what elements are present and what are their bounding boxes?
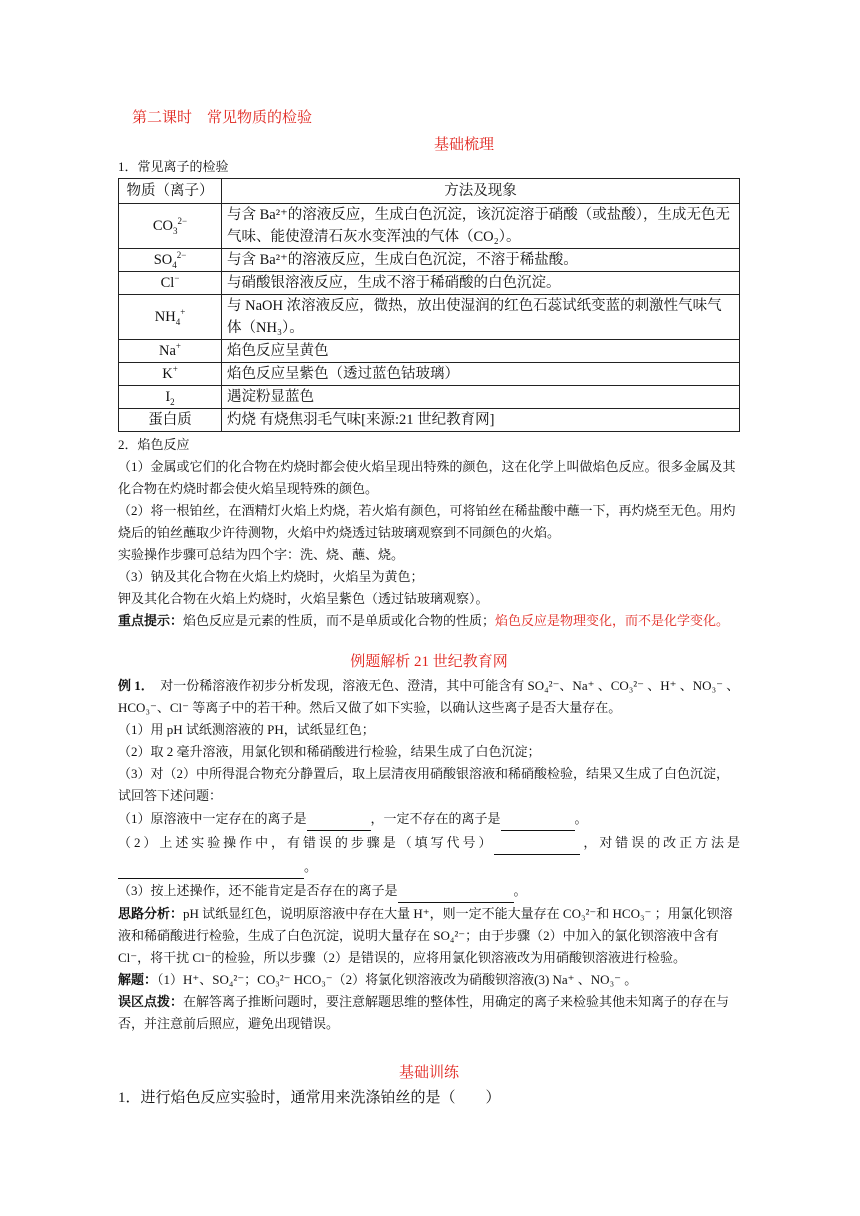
- table-row: [119, 386, 740, 409]
- mistake-label: 误区点拨：: [118, 994, 184, 1009]
- q3-text-a: （3）按上述操作，还不能肯定是否存在的离子是: [118, 883, 398, 898]
- lesson-title: 第二课时 常见物质的检验: [132, 110, 313, 126]
- ion-cell: [119, 249, 222, 272]
- ion-cell: [119, 272, 222, 295]
- ion-charge: −: [174, 273, 180, 284]
- ion-name: K: [162, 366, 173, 382]
- s2-paragraph-4: （3）钠及其化合物在火焰上灼烧时，火焰呈为黄色；: [118, 569, 424, 584]
- example-question-1: [118, 807, 740, 831]
- example-step-2: （2）取 2 毫升溶液，用氯化钡和稀硝酸进行检验，结果生成了白色沉淀；: [118, 744, 541, 759]
- answer-blank-1[interactable]: [307, 814, 371, 831]
- ion-name: Na: [159, 343, 176, 359]
- ion-name: I: [165, 389, 171, 405]
- col-header-substance: 物质（离子）: [119, 179, 222, 204]
- table-row: [119, 409, 740, 432]
- q2-text-c: 。: [304, 859, 318, 874]
- ion-name: 蛋白质: [148, 412, 192, 428]
- answer: [118, 969, 740, 991]
- answer-blank-2[interactable]: [501, 814, 575, 831]
- ion-cell: [119, 409, 222, 432]
- s2-heading: 2．焰色反应: [118, 437, 190, 452]
- table-row: [119, 295, 740, 340]
- key-tip-label: 重点提示：: [118, 613, 184, 628]
- answer-blank-4[interactable]: [118, 862, 304, 879]
- method-cell: 与 NaOH 浓溶液反应，微热，放出使湿润的红色石蕊试纸变蓝的刺激性气味气体（NH₃）。: [222, 295, 740, 340]
- key-tip: [118, 610, 740, 632]
- s2-paragraph-1: （1）金属或它们的化合物在灼烧时都会使火焰呈现出特殊的颜色，这在化学上叫做焰色反应。很多金属及其化合物在灼烧时都会使火焰呈现特殊的颜色。: [118, 459, 736, 496]
- ion-cell: [119, 386, 222, 409]
- answer-label: 解题：: [118, 972, 158, 987]
- answer-blank-5[interactable]: [398, 886, 514, 903]
- example-question-2-cont: [118, 855, 740, 879]
- example-step-1: （1）用 pH 试纸测溶液的 PH，试纸显红色；: [118, 722, 375, 737]
- q1-text-a: （1）原溶液中一定存在的离子是: [118, 811, 307, 826]
- mistake-tip: [118, 991, 740, 1035]
- ion-charge: 2−: [176, 250, 187, 261]
- s2-paragraph-3: 实验操作步骤可总结为四个字：洗、烧、蘸、烧。: [118, 547, 405, 562]
- key-tip-red-text: 焰色反应是物理变化，而不是化学变化。: [495, 613, 730, 628]
- ion-charge: +: [172, 364, 178, 375]
- table-row: [119, 363, 740, 386]
- table-row: [119, 249, 740, 272]
- ion-subscript: 3: [173, 225, 178, 236]
- ion-name: CO: [152, 218, 174, 234]
- ion-charge: +: [175, 341, 181, 352]
- ion-name: NH: [154, 309, 176, 325]
- method-cell: 与含 Ba²⁺的溶液反应，生成白色沉淀，不溶于稀盐酸。: [222, 249, 740, 272]
- example-step-3: （3）对（2）中所得混合物充分静置后，取上层清夜用硝酸银溶液和稀硝酸检验，结果又生成了白色沉淀，试回答下述问题：: [118, 766, 730, 803]
- ion-subscript: 4: [172, 259, 177, 270]
- example-question-2: [118, 831, 740, 855]
- ion-name: SO: [153, 252, 173, 268]
- ion-test-table: [118, 178, 740, 432]
- answer-text: （1）H⁺、SO₄²⁻；CO₃²⁻ HCO₃⁻（2）将氯化钡溶液改为硝酸钡溶液(3) Na⁺ 、NO₃⁻ 。: [157, 972, 638, 987]
- section-heading-basic: 基础梳理: [433, 137, 494, 153]
- table-row: [119, 272, 740, 295]
- q1-text-b: ，一定不存在的离子是: [370, 811, 501, 826]
- table-row: [119, 340, 740, 363]
- answer-blank-3[interactable]: [494, 838, 580, 855]
- ion-cell: [119, 363, 222, 386]
- key-tip-text: 焰色反应是元素的性质，而不是单质或化合物的性质；: [183, 613, 496, 628]
- section-heading-example: 例题解析 21 世纪教育网: [350, 654, 508, 670]
- table-header-row: [119, 179, 740, 204]
- example-stem-text: 对一份稀溶液作初步分析发现，溶液无色、澄清，其中可能含有 SO₄²⁻、Na⁺ 、CO₃²⁻ 、H⁺ 、NO₃⁻ 、HCO₃⁻、Cl⁻ 等离子中的若干种。然后又做了如下实验，以确认这些离子是否大量存在。: [118, 678, 740, 715]
- method-cell: 焰色反应呈黄色: [222, 340, 740, 363]
- ion-cell: [119, 295, 222, 340]
- ion-name: Cl: [160, 275, 175, 291]
- q3-text-b: 。: [513, 883, 527, 898]
- q1-text-c: 。: [574, 811, 588, 826]
- analysis-label: 思路分析：: [118, 906, 184, 921]
- analysis: [118, 903, 740, 969]
- col-header-method: 方法及现象: [222, 179, 740, 204]
- example-label: 例 1．: [118, 678, 154, 693]
- ion-charge: +: [180, 307, 186, 318]
- method-cell: 与含 Ba²⁺的溶液反应，生成白色沉淀，该沉淀溶于硝酸（或盐酸），生成无色无气味、能使澄清石灰水变浑浊的气体（CO₂）。: [222, 204, 740, 249]
- s1-heading: 1．常见离子的检验: [118, 159, 229, 174]
- ion-cell: [119, 340, 222, 363]
- training-question-1: 1．进行焰色反应实验时，通常用来洗涤铂丝的是（ ）: [118, 1090, 501, 1106]
- ion-charge: 2−: [177, 216, 188, 227]
- ion-subscript: 2: [170, 396, 175, 407]
- q2-text-b: ，对错误的改正方法是: [580, 835, 740, 850]
- analysis-text: pH 试纸显红色，说明原溶液中存在大量 H⁺，则一定不能大量存在 CO₃²⁻和 HCO₃⁻ ；用氯化钡溶液和稀硝酸进行检验，生成了白色沉淀，说明大量存在 SO₄²⁻；由于步骤（2）中加入的氯化钡溶液中含有 Cl⁻，将干扰 Cl⁻的检验，所以步骤（2）是错误的，应将用氯化钡溶液改为用硝酸钡溶液进行检验。: [118, 906, 733, 965]
- q2-text-a: （2）上述实验操作中，有错误的步骤是（填写代号）: [118, 835, 495, 850]
- example-question-3: [118, 879, 740, 903]
- method-cell: 焰色反应呈紫色（透过蓝色钴玻璃）: [222, 363, 740, 386]
- example-stem: [118, 675, 740, 719]
- ion-subscript: 4: [175, 316, 181, 327]
- section-heading-training: 基础训练: [398, 1065, 459, 1081]
- s2-paragraph-5: 钾及其化合物在火焰上灼烧时，火焰呈紫色（透过钴玻璃观察）。: [118, 591, 489, 606]
- method-cell: 与硝酸银溶液反应，生成不溶于稀硝酸的白色沉淀。: [222, 272, 740, 295]
- s2-paragraph-2: （2）将一根铂丝，在酒精灯火焰上灼烧，若火焰有颜色，可将铂丝在稀盐酸中蘸一下，再灼烧至无色。用灼烧后的铂丝蘸取少许待测物，火焰中灼烧透过钴玻璃观察到不同颜色的火焰。: [118, 503, 736, 540]
- table-row: [119, 204, 740, 249]
- ion-cell: [119, 204, 222, 249]
- method-cell: 遇淀粉显蓝色: [222, 386, 740, 409]
- method-cell: 灼烧 有烧焦羽毛气味[来源:21 世纪教育网]: [222, 409, 740, 432]
- document-page: [118, 100, 740, 1110]
- mistake-text: 在解答离子推断问题时，要注意解题思维的整体性，用确定的离子来检验其他未知离子的存在与否，并注意前后照应，避免出现错误。: [118, 994, 730, 1031]
